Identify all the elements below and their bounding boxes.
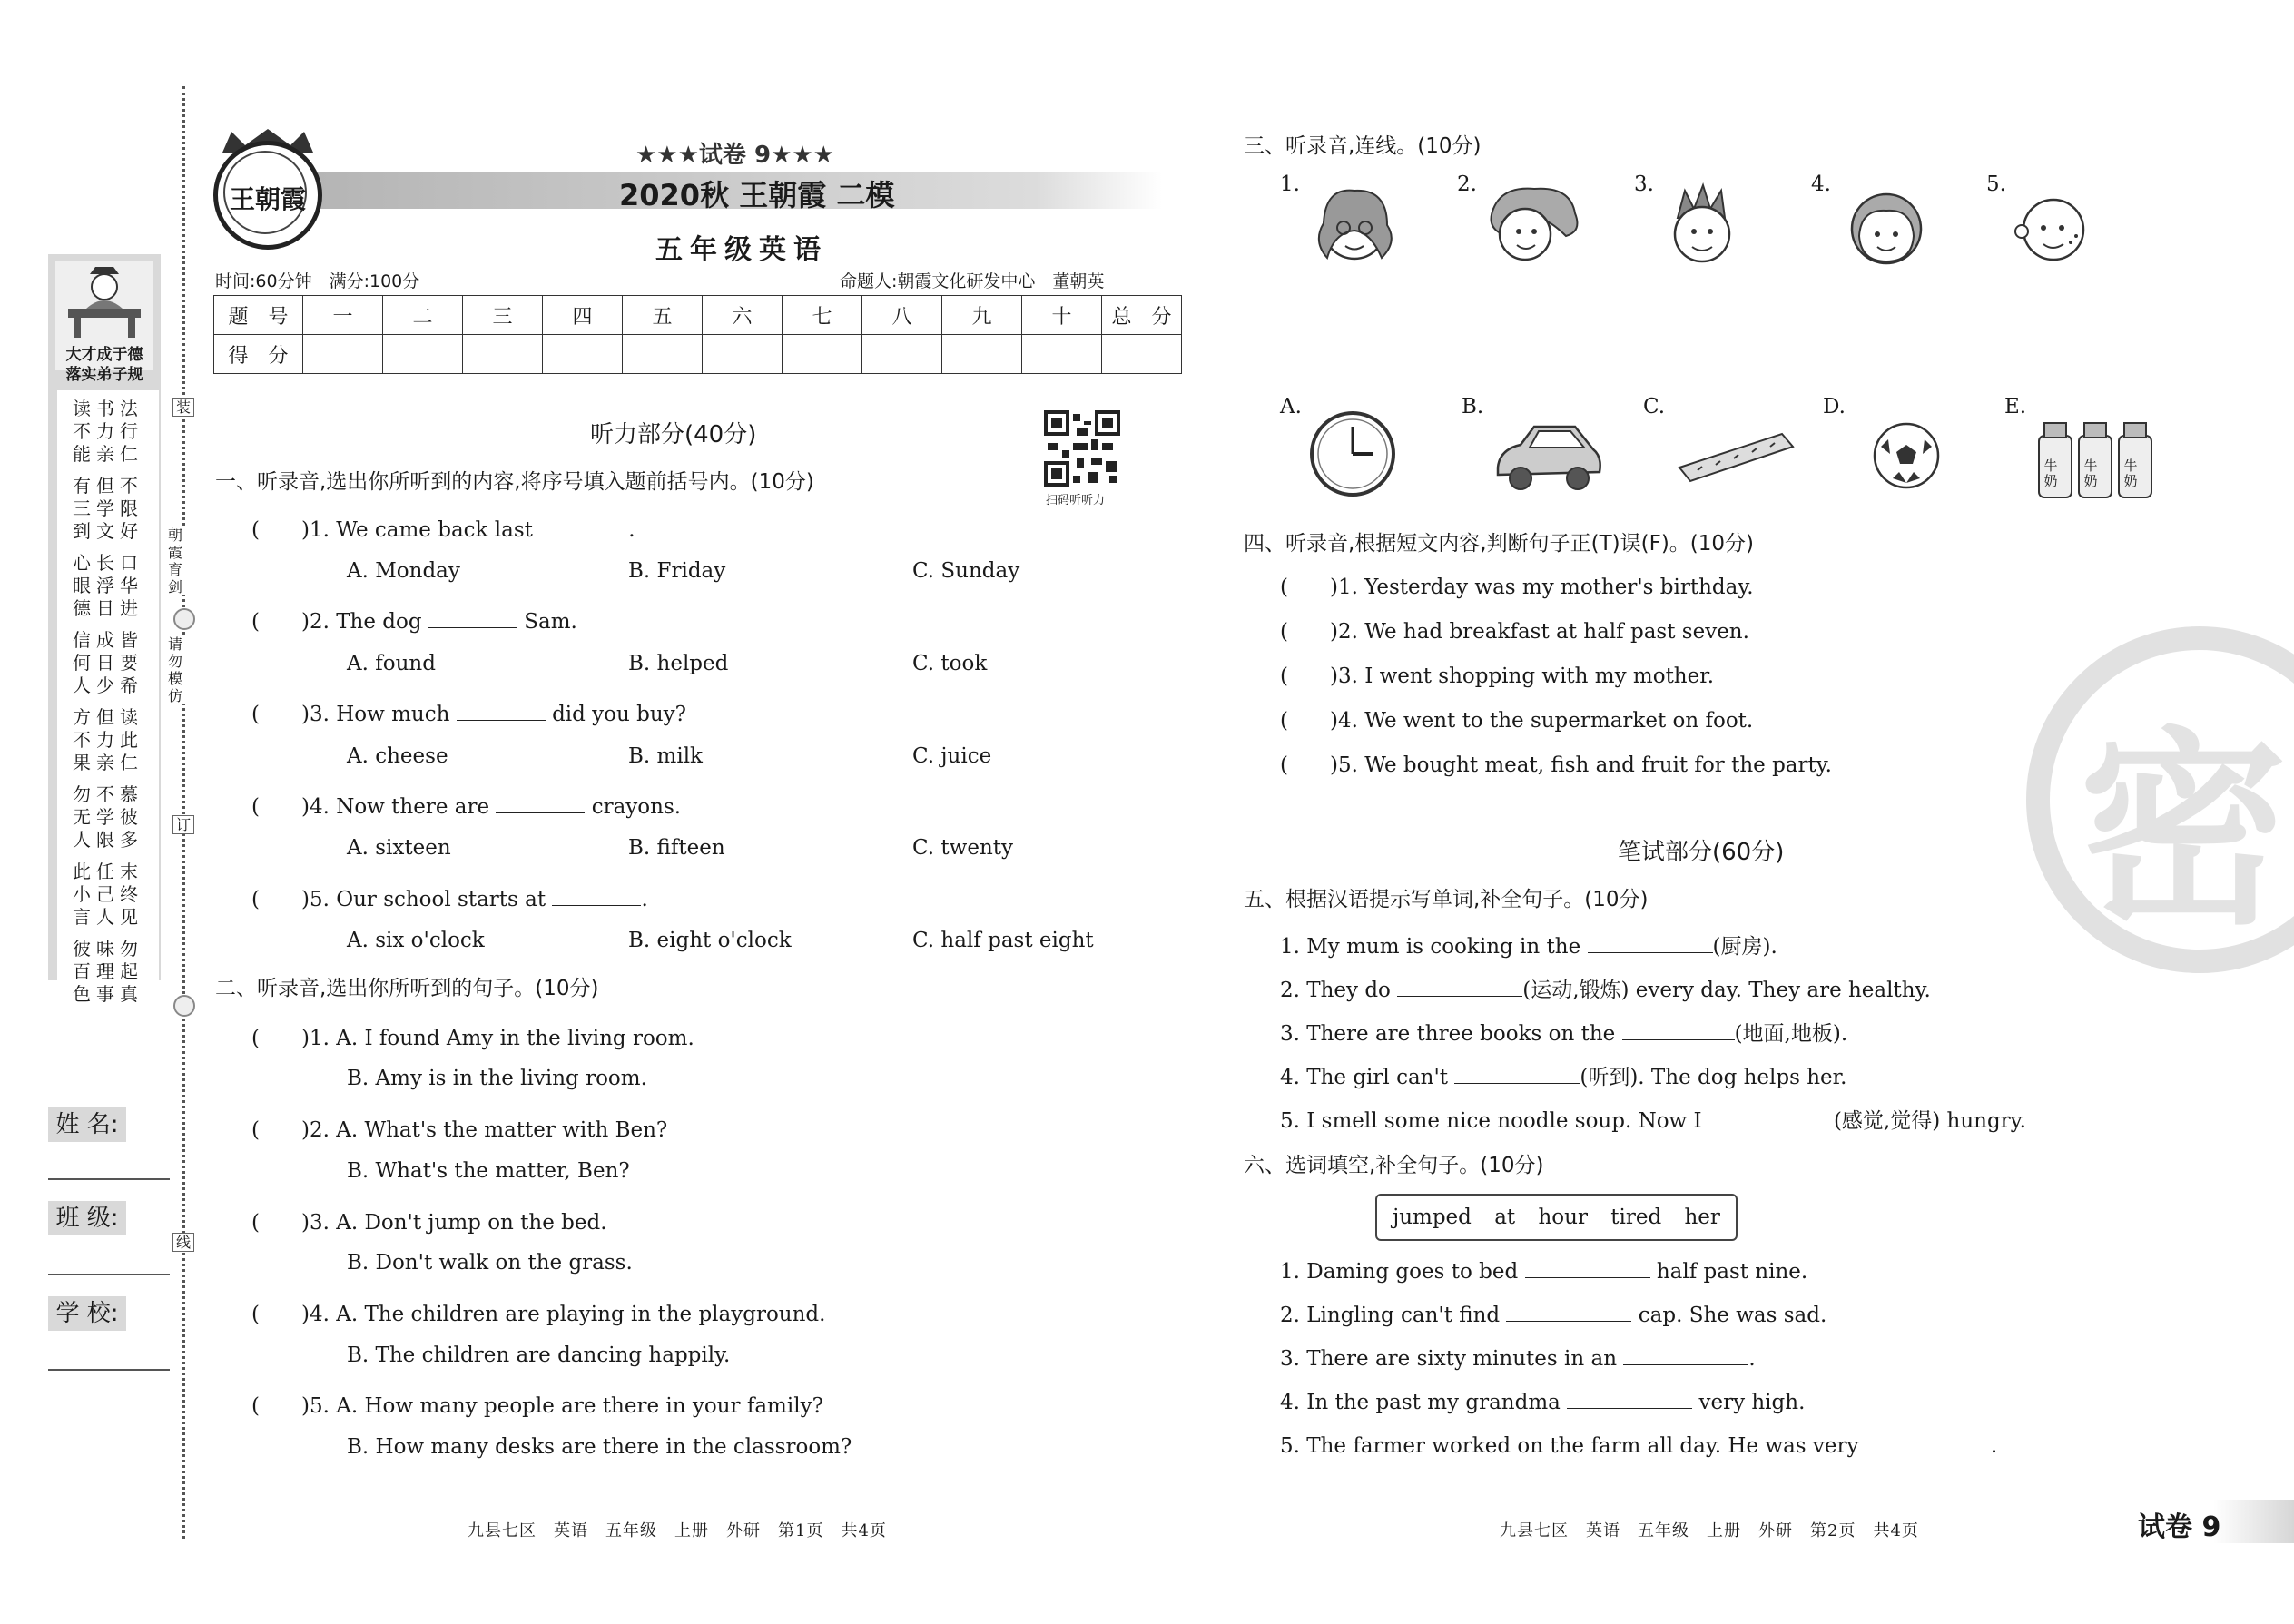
score-input[interactable] [862, 335, 942, 374]
s4-statement-3: ( )3. I went shopping with my mother. [1280, 664, 1715, 688]
brand-logo [213, 141, 322, 250]
word-bank: jumped at hour tired her [1375, 1194, 1738, 1241]
s1-question-1: ( )1. We came back last . [251, 513, 635, 543]
score-input[interactable] [1102, 335, 1182, 374]
score-header-row [214, 296, 1182, 335]
question-stem: )2. The dog [300, 610, 422, 634]
question-stem: 1. Daming goes to bed [1280, 1260, 1519, 1284]
poem-line: 不力行 [73, 420, 143, 442]
option-a: )5. A. How many people are there in your family? [300, 1394, 823, 1418]
number-label: 2. [1457, 172, 1477, 196]
poem-line: 心长口 [73, 552, 143, 574]
question-stem: 5. The farmer worked on the farm all day. He was very [1280, 1434, 1859, 1458]
score-input[interactable] [1022, 335, 1102, 374]
statement-text: )4. We went to the supermarket on foot. [1329, 709, 1754, 733]
answer-blank[interactable] [1708, 1107, 1834, 1127]
question-stem: )5. Our school starts at [300, 888, 546, 911]
option-c: C. Sunday [912, 559, 1020, 583]
option-a: A. six o'clock [347, 929, 485, 952]
poem-line: 能亲仁 [73, 443, 143, 465]
option-b: B. Don't walk on the grass. [347, 1251, 633, 1275]
table-cell: 题 号 [214, 296, 303, 335]
poem-line: 百理起 [73, 960, 143, 982]
section6-title: 六、选词填空,补全句子。(10分) [1244, 1154, 1544, 1177]
football-icon [1870, 419, 1943, 492]
poem-line: 言人见 [73, 906, 143, 928]
milk-label: 牛奶 [2123, 458, 2138, 489]
answer-blank[interactable] [1506, 1301, 1631, 1322]
option-b: B. Friday [628, 559, 726, 583]
s5-question-3 [1280, 1017, 1847, 1047]
writing-title: 笔试部分(60分) [1618, 839, 1785, 866]
poem-line: 何日要 [73, 652, 143, 674]
table-cell: 得 分 [214, 335, 303, 374]
answer-blank[interactable] [1622, 1019, 1735, 1040]
question-stem: )4. Now there are [300, 795, 490, 819]
section2-title: 二、听录音,选出你所听到的句子。(10分) [215, 977, 599, 1000]
milk-label: 牛奶 [2043, 458, 2058, 489]
girl-face-icon [1484, 182, 1584, 268]
poem-line: 彼味勿 [73, 938, 143, 960]
letter-label: D. [1823, 395, 1846, 418]
option-b: B. milk [628, 744, 703, 768]
car-icon [1489, 413, 1607, 499]
clock-icon [1307, 408, 1398, 499]
section4-title: 四、听录音,根据短文内容,判断句子正(T)误(F)。(10分) [1244, 532, 1755, 556]
name-field[interactable] [48, 1178, 170, 1180]
binding-line [182, 86, 185, 1539]
option-a: )4. A. The children are playing in the playground. [300, 1303, 826, 1326]
question-stem: 4. In the past my grandma [1280, 1391, 1561, 1414]
letter-label: B. [1462, 395, 1484, 418]
number-label: 1. [1280, 172, 1300, 196]
s2-question-3: ( )3. A. Don't jump on the bed. [251, 1211, 607, 1235]
number-label: 3. [1634, 172, 1654, 196]
s4-statement-1: ( )1. Yesterday was my mother's birthday. [1280, 576, 1754, 599]
poem-line: 读书法 [73, 398, 143, 419]
option-b: B. fifteen [628, 836, 725, 860]
footer-left: 九县七区 英语 五年级 上册 外研 第1页 共4页 [468, 1521, 887, 1540]
score-input[interactable] [463, 335, 543, 374]
s2-question-4: ( )4. A. The children are playing in the playground. [251, 1303, 826, 1326]
statement-text: )2. We had breakfast at half past seven. [1329, 620, 1749, 644]
poem-line: 色事真 [73, 983, 143, 1005]
score-input[interactable] [623, 335, 703, 374]
footer-right: 九县七区 英语 五年级 上册 外研 第2页 共4页 [1500, 1521, 1919, 1540]
question-stem: 1. My mum is cooking in the [1280, 935, 1581, 959]
s4-statement-4: ( )4. We went to the supermarket on foot. [1280, 709, 1754, 733]
question-stem-end: very high. [1698, 1391, 1806, 1414]
number-label: 5. [1986, 172, 2006, 196]
question-stem-end: . [1990, 1434, 1998, 1458]
option-c: C. twenty [912, 836, 1013, 860]
poem-line: 眼浮华 [73, 575, 143, 596]
option-b: B. The children are dancing happily. [347, 1343, 731, 1367]
s5-question-1 [1280, 930, 1777, 960]
poem-line: 勿不慕 [73, 783, 143, 805]
section5-title: 五、根据汉语提示写单词,补全句子。(10分) [1244, 888, 1649, 911]
option-a: A. sixteen [347, 836, 451, 860]
school-field[interactable] [48, 1369, 170, 1371]
vertical-note-2: 请勿模仿 [163, 635, 187, 704]
question-hint: (厨房). [1712, 935, 1777, 959]
poem-line: 小己终 [73, 883, 143, 905]
s1-question-5: ( )5. Our school starts at . [251, 882, 648, 912]
option-b: B. Amy is in the living room. [347, 1067, 647, 1090]
question-stem: )1. We came back last [300, 518, 533, 542]
option-a: A. Monday [347, 559, 460, 583]
logo-text: 王朝霞 [229, 184, 306, 214]
poem-line: 不力此 [73, 729, 143, 751]
option-c: C. half past eight [912, 929, 1094, 952]
question-stem-end: Sam. [524, 610, 577, 634]
option-a: A. cheese [347, 744, 448, 768]
poem-line: 无学彼 [73, 806, 143, 828]
question-stem-end: . [641, 888, 648, 911]
option-a: A. found [347, 652, 436, 675]
table-cell: 九 [942, 296, 1022, 335]
punch-hole-icon [173, 608, 195, 630]
table-cell: 一 [303, 296, 383, 335]
s2-question-5: ( )5. A. How many people are there in your family? [251, 1394, 823, 1418]
score-table [213, 295, 1182, 374]
table-cell: 五 [623, 296, 703, 335]
school-label: 学 校: [48, 1296, 126, 1331]
boy-face-icon [1659, 182, 1746, 268]
score-input[interactable] [383, 335, 463, 374]
exam-title: 2020秋 王朝霞 二模 [619, 178, 895, 212]
subject-title: 五年级英语 [655, 234, 828, 266]
s2-question-2: ( )2. A. What's the matter with Ben? [251, 1118, 668, 1142]
s1-question-3: ( )3. How much did you buy? [251, 697, 686, 727]
poem-line: 德日进 [73, 597, 143, 619]
answer-blank[interactable] [539, 516, 628, 536]
question-stem-end: did you buy? [552, 703, 687, 726]
table-cell: 十 [1022, 296, 1102, 335]
statement-text: )1. Yesterday was my mother's birthday. [1329, 576, 1754, 599]
option-b: B. How many desks are there in the classroom? [347, 1435, 852, 1459]
s6-question-1 [1280, 1257, 1807, 1284]
answer-blank[interactable] [1454, 1063, 1580, 1084]
score-input[interactable] [942, 335, 1022, 374]
score-input[interactable] [543, 335, 623, 374]
option-b: B. eight o'clock [628, 929, 792, 952]
listening-title: 听力部分(40分) [590, 421, 757, 448]
question-stem-end: . [1748, 1347, 1756, 1371]
option-a: )2. A. What's the matter with Ben? [300, 1118, 668, 1142]
qr-caption: 扫码听听力 [1046, 494, 1106, 507]
option-b: B. helped [628, 652, 729, 675]
poem-block [57, 390, 159, 1022]
score-row [214, 335, 1182, 374]
s6-question-4 [1280, 1388, 1805, 1414]
option-a: )3. A. Don't jump on the bed. [300, 1211, 607, 1235]
statement-text: )3. I went shopping with my mother. [1329, 664, 1715, 688]
poem-line: 三学限 [73, 497, 143, 519]
poem-line: 此任末 [73, 861, 143, 882]
question-stem-end: half past nine. [1656, 1260, 1808, 1284]
section3-title: 三、听录音,连线。(10分) [1244, 134, 1482, 158]
seal-character: 密 [2079, 711, 2289, 953]
table-cell: 总 分 [1102, 296, 1182, 335]
question-stem: 2. They do [1280, 979, 1391, 1002]
question-stem: 3. There are three books on the [1280, 1022, 1616, 1046]
grandma-face-icon [1307, 178, 1403, 269]
question-hint: (运动,锻炼) every day. They are healthy. [1522, 979, 1931, 1002]
s1-question-4: ( )4. Now there are crayons. [251, 790, 681, 820]
class-label: 班 级: [48, 1201, 126, 1235]
girl-short-hair-face-icon [1841, 182, 1932, 268]
answer-blank[interactable] [428, 607, 517, 628]
option-a: )1. A. I found Amy in the living room. [300, 1027, 694, 1050]
option-c: C. juice [912, 744, 992, 768]
letter-label: E. [2004, 395, 2027, 418]
answer-blank[interactable] [1525, 1257, 1650, 1278]
section1-title: 一、听录音,选出你所听到的内容,将序号填入题前括号内。(10分) [215, 470, 814, 494]
s1-question-2: ( )2. The dog Sam. [251, 605, 577, 635]
question-stem: 4. The girl can't [1280, 1066, 1449, 1089]
s4-statement-2: ( )2. We had breakfast at half past seven. [1280, 620, 1749, 644]
motto-line-1: 大才成于德 [65, 346, 143, 364]
binding-tag-xian: 线 [172, 1233, 194, 1252]
binding-tag-ding: 订 [172, 815, 194, 834]
qr-code-icon[interactable] [1044, 410, 1120, 487]
table-cell: 八 [862, 296, 942, 335]
name-label: 姓 名: [48, 1107, 126, 1142]
question-stem: 2. Lingling can't find [1280, 1304, 1501, 1327]
statement-text: )5. We bought meat, fish and fruit for the party. [1329, 753, 1832, 777]
s2-question-1: ( )1. A. I found Amy in the living room. [251, 1027, 694, 1050]
poem-line: 有但不 [73, 475, 143, 497]
number-label: 4. [1811, 172, 1831, 196]
class-field[interactable] [48, 1274, 170, 1275]
answer-blank[interactable] [552, 885, 641, 906]
s6-question-5 [1280, 1432, 1997, 1458]
letter-label: C. [1643, 395, 1666, 418]
table-cell: 二 [383, 296, 463, 335]
table-cell: 三 [463, 296, 543, 335]
question-stem: 5. I smell some nice noodle soup. Now I [1280, 1109, 1702, 1133]
poem-line: 人限多 [73, 829, 143, 851]
s4-statement-5: ( )5. We bought meat, fish and fruit for the party. [1280, 753, 1832, 777]
answer-blank[interactable] [1567, 1388, 1692, 1409]
poem-line: 人少希 [73, 674, 143, 696]
answer-blank[interactable] [496, 792, 585, 813]
question-stem-end: cap. She was sad. [1638, 1304, 1827, 1327]
poem-line: 果亲仁 [73, 752, 143, 773]
question-stem-end: . [628, 518, 635, 542]
answer-blank[interactable] [457, 700, 546, 721]
s5-question-4 [1280, 1060, 1846, 1090]
question-hint: (地面,地板). [1734, 1022, 1848, 1046]
s5-question-5 [1280, 1104, 2026, 1134]
table-cell: 四 [543, 296, 623, 335]
question-stem: )3. How much [300, 703, 450, 726]
grandpa-face-icon [2011, 186, 2097, 268]
score-input[interactable] [703, 335, 783, 374]
s6-question-2 [1280, 1301, 1826, 1327]
letter-label: A. [1280, 395, 1302, 418]
score-input[interactable] [783, 335, 862, 374]
time-info: 时间:60分钟 满分:100分 [215, 271, 420, 291]
score-input[interactable] [303, 335, 383, 374]
answer-blank[interactable] [1623, 1344, 1748, 1365]
binding-tag-zhuang: 装 [172, 398, 194, 417]
table-cell: 七 [783, 296, 862, 335]
answer-blank[interactable] [1866, 1432, 1991, 1452]
answer-blank[interactable] [1397, 976, 1522, 997]
poem-line: 信成皆 [73, 629, 143, 651]
paper-number: ★★★试卷 9★★★ [635, 142, 834, 169]
poem-line: 到文好 [73, 520, 143, 542]
answer-blank[interactable] [1588, 932, 1713, 953]
motto-line-2: 落实弟子规 [65, 366, 143, 384]
milk-label: 牛奶 [2083, 458, 2098, 489]
s5-question-2 [1280, 973, 1931, 1003]
question-stem: 3. There are sixty minutes in an [1280, 1347, 1618, 1371]
poem-line: 方但读 [73, 706, 143, 728]
question-hint: (听到). The dog helps her. [1580, 1066, 1847, 1089]
author-info: 命题人:朝霞文化研发中心 董朝英 [840, 271, 1105, 291]
page-tag-label: 试卷 9 [2138, 1511, 2221, 1543]
question-stem-end: crayons. [591, 795, 682, 819]
punch-hole-icon [173, 995, 195, 1017]
option-b: B. What's the matter, Ben? [347, 1159, 630, 1183]
table-cell: 六 [703, 296, 783, 335]
s6-question-3 [1280, 1344, 1756, 1371]
option-c: C. took [912, 652, 988, 675]
ruler-icon [1675, 427, 1797, 486]
vertical-note-1: 朝霞育剑 [163, 527, 187, 595]
sidebar-panel [48, 254, 161, 1005]
question-hint: (感觉,觉得) hungry. [1833, 1109, 2026, 1133]
